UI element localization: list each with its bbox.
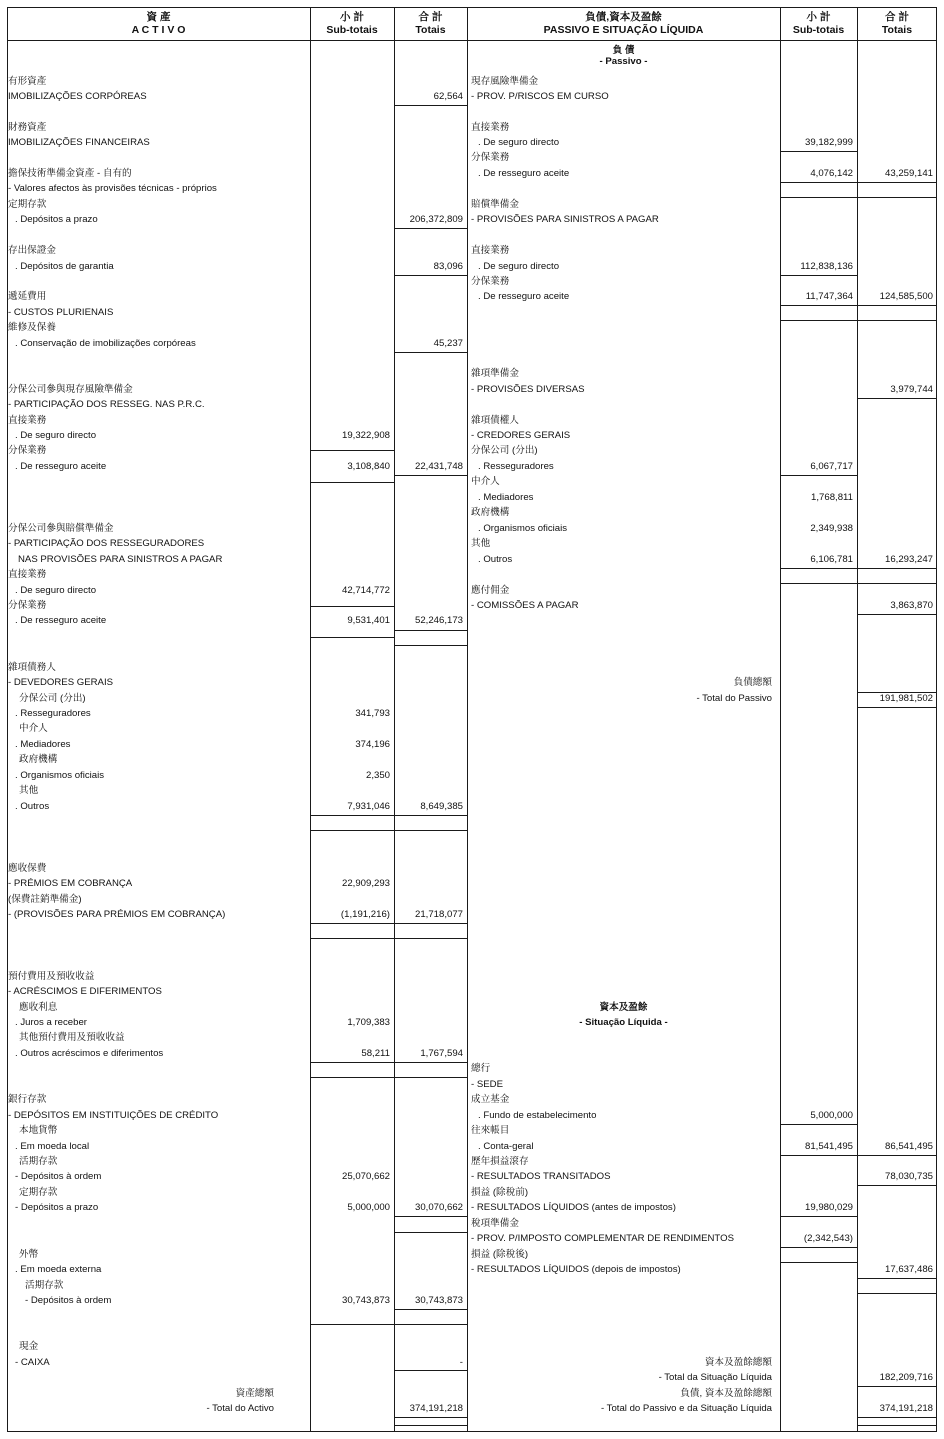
total-value: 8,649,385	[420, 801, 463, 812]
section-heading: 負 債	[612, 45, 635, 56]
subtotal-rule	[780, 568, 857, 569]
subtotal-value: 341,793	[355, 708, 390, 719]
row-label: 本地貨幣	[19, 1125, 58, 1136]
row-label: . De resseguro aceite	[15, 615, 107, 626]
totais-header-right: Totais	[881, 24, 913, 36]
activo-header: A C T I V O	[131, 24, 186, 36]
subtotal-rule	[780, 1216, 857, 1217]
subtotal-rule	[310, 830, 394, 831]
row-label: . Mediadores	[15, 739, 71, 750]
subtotal-rule	[780, 475, 857, 476]
total-rule	[857, 197, 937, 198]
subtotal-value: 2,349,938	[810, 523, 853, 534]
total-value: 191,981,502	[879, 693, 933, 704]
row-label: . De resseguro aceite	[478, 168, 570, 179]
section-heading: - Passivo -	[599, 56, 648, 67]
row-label: - CUSTOS PLURIENAIS	[8, 307, 114, 318]
total-rule	[394, 923, 467, 924]
row-label: 定期存款	[8, 199, 47, 210]
row-label: 分保公司參與賠償準備金	[8, 523, 114, 534]
row-label: 中介人	[19, 723, 48, 734]
total-rule	[394, 1425, 467, 1426]
total-value: 374,191,218	[409, 1403, 463, 1414]
subtotal-value: (2,342,543)	[803, 1233, 853, 1244]
frame-top	[7, 7, 937, 8]
row-label: - Depósitos a prazo	[15, 1202, 99, 1213]
total-value: 3,979,744	[890, 384, 933, 395]
total-label: - Total do Passivo e da Situação Líquida	[600, 1403, 772, 1414]
row-label: 直接業務	[471, 245, 510, 256]
row-label: 外幣	[19, 1249, 39, 1260]
subtotal-value: 2,350	[365, 770, 390, 781]
row-label: 遞延費用	[8, 291, 47, 302]
total-label: 負債, 資本及盈餘總額	[680, 1388, 772, 1399]
total-rule	[857, 182, 937, 183]
total-rule	[394, 1062, 467, 1063]
total-rule	[857, 1293, 937, 1294]
row-label: - CAIXA	[15, 1357, 50, 1368]
subtotal-value: 39,182,999	[804, 137, 853, 148]
total-rule	[394, 275, 467, 276]
row-label: 預付費用及預收收益	[8, 971, 95, 982]
subtotais-header-right: Sub-totais	[792, 24, 845, 36]
row-label: 分保業務	[8, 600, 47, 611]
total-rule	[857, 568, 937, 569]
total-value: 374,191,218	[879, 1403, 933, 1414]
subtotal-value: 58,211	[361, 1048, 390, 1059]
subtotal-value: 5,000,000	[810, 1110, 853, 1121]
row-label: 往來帳目	[471, 1125, 510, 1136]
total-rule	[857, 1185, 937, 1186]
row-label: 現存風險準備金	[471, 76, 539, 87]
row-label: 分保公司 (分出)	[471, 445, 538, 456]
row-label: . De resseguro aceite	[478, 291, 570, 302]
section-heading: - Situação Líquida -	[579, 1017, 668, 1028]
passivo-header-zh: 負債,資本及盈餘	[585, 11, 662, 23]
total-rule	[394, 815, 467, 816]
row-label: 雜項債務人	[8, 662, 56, 673]
subtotal-value: 5,000,000	[347, 1202, 390, 1213]
row-label: 現金	[19, 1341, 39, 1352]
row-label: - PARTICIPAÇÃO DOS RESSEG. NAS P.R.C.	[8, 399, 205, 410]
total-value: 62,564	[433, 91, 463, 102]
row-label: 總行	[471, 1063, 491, 1074]
total-label: - Total do Activo	[206, 1403, 274, 1414]
row-label: 存出保證金	[8, 245, 56, 256]
subtotal-value: 112,838,136	[800, 261, 853, 272]
row-label: 直接業務	[8, 569, 47, 580]
subtotal-rule	[310, 1324, 394, 1325]
row-label: . Outros	[15, 801, 50, 812]
total-rule	[394, 475, 467, 476]
total-value: 22,431,748	[414, 461, 463, 472]
subtotais-header-right-zh: 小 計	[806, 11, 831, 23]
subtotal-value: 374,196	[355, 739, 390, 750]
row-label: - Depósitos à ordem	[15, 1171, 102, 1182]
subtotal-rule	[780, 1247, 857, 1248]
row-label: - DEVEDORES GERAIS	[8, 677, 114, 688]
row-label: . Resseguradores	[478, 461, 554, 472]
subtotal-value: 4,076,142	[810, 168, 853, 179]
row-label: . De seguro directo	[15, 585, 97, 596]
row-label: 政府機構	[19, 754, 58, 765]
row-label: 維修及保養	[8, 322, 56, 333]
total-rule	[394, 1417, 467, 1418]
totais-header-zh: 合 計	[418, 11, 443, 23]
subtotal-value: 25,070,662	[341, 1171, 390, 1182]
row-label: - PROVISÕES PARA SINISTROS A PAGAR	[471, 214, 659, 225]
subtotal-value: 19,322,908	[341, 430, 390, 441]
total-rule	[857, 614, 937, 615]
passivo-header: PASSIVO E SITUAÇÃO LÍQUIDA	[543, 24, 704, 36]
total-value: -	[459, 1357, 463, 1368]
row-label: 賠償準備金	[471, 199, 519, 210]
total-value: 83,096	[433, 261, 463, 272]
row-label: . Em moeda local	[15, 1141, 90, 1152]
row-label: . De seguro directo	[478, 137, 560, 148]
balance-sheet	[7, 7, 937, 1432]
row-label: - PRÉMIOS EM COBRANÇA	[8, 878, 133, 889]
subtotal-rule	[310, 606, 394, 607]
subtotal-rule	[310, 1062, 394, 1063]
subtotal-rule	[310, 815, 394, 816]
row-label: (保費註銷準備金)	[8, 894, 82, 905]
total-rule	[857, 583, 937, 584]
activo-header-zh: 資 產	[146, 11, 171, 23]
row-label: 分保公司參與現存風險準備金	[8, 384, 133, 395]
subtotal-value: 19,980,029	[804, 1202, 853, 1213]
row-label: 擔保技術準備金資產 - 自有的	[8, 168, 132, 179]
total-label: - Total da Situação Líquida	[658, 1372, 772, 1383]
row-label: 分保業務	[471, 276, 510, 287]
row-label: - RESULTADOS LÍQUIDOS (depois de impostos)	[471, 1264, 681, 1275]
row-label: - Valores afectos às provisões técnicas - próprios	[8, 183, 217, 194]
row-label: . Outros acréscimos e diferimentos	[15, 1048, 164, 1059]
total-value: 30,743,873	[414, 1295, 463, 1306]
row-label: 分保業務	[471, 152, 510, 163]
total-rule	[394, 1309, 467, 1310]
total-value: 43,259,141	[884, 168, 933, 179]
total-label: - Total do Passivo	[696, 693, 772, 704]
row-label: 定期存款	[19, 1187, 58, 1198]
row-label: . Em moeda externa	[15, 1264, 102, 1275]
subtotal-rule	[310, 938, 394, 939]
row-label: 其他預付費用及預收收益	[19, 1032, 125, 1043]
row-label: . Depósitos de garantia	[15, 261, 114, 272]
row-label: IMOBILIZAÇÕES CORPÓREAS	[8, 91, 147, 102]
subtotal-value: 9,531,401	[347, 615, 390, 626]
row-label: - (PROVISÕES PARA PRÉMIOS EM COBRANÇA)	[8, 909, 226, 920]
row-label: 雜項債權人	[471, 415, 519, 426]
row-label: 活期存款	[25, 1280, 64, 1291]
row-label: 稅項準備金	[471, 1218, 519, 1229]
total-value: 86,541,495	[884, 1141, 933, 1152]
row-label: . Organismos oficiais	[15, 770, 105, 781]
total-value: 30,070,662	[414, 1202, 463, 1213]
total-rule	[394, 645, 467, 646]
row-label: 分保業務	[8, 445, 47, 456]
frame-bottom	[7, 1431, 937, 1432]
total-rule	[394, 830, 467, 831]
row-label: - DEPÓSITOS EM INSTITUIÇÕES DE CRÉDITO	[8, 1110, 219, 1121]
total-value: 17,637,486	[884, 1264, 933, 1275]
total-rule	[394, 1077, 467, 1078]
total-rule	[394, 1370, 467, 1371]
total-rule	[857, 320, 937, 321]
total-value: 1,767,594	[420, 1048, 463, 1059]
subtotal-rule	[780, 583, 857, 584]
subtotais-header-zh: 小 計	[340, 11, 364, 23]
row-label: NAS PROVISÕES PARA SINISTROS A PAGAR	[18, 554, 223, 565]
total-rule	[394, 630, 467, 631]
total-rule	[394, 105, 467, 106]
subtotal-rule	[780, 1262, 857, 1263]
row-label: . Resseguradores	[15, 708, 91, 719]
row-label: - PROV. P/IMPOSTO COMPLEMENTAR DE RENDIMENTOS	[471, 1233, 734, 1244]
column-rule	[467, 7, 468, 1432]
total-rule	[857, 1278, 937, 1279]
subtotal-rule	[310, 450, 394, 451]
subtotal-value: 6,106,781	[810, 554, 853, 565]
frame-left	[7, 7, 8, 1432]
row-label: . Outros	[478, 554, 513, 565]
row-label: 活期存款	[19, 1156, 58, 1167]
subtotal-value: 42,714,772	[341, 585, 390, 596]
row-label: . Conservação de imobilizações corpóreas	[15, 338, 196, 349]
total-rule	[394, 228, 467, 229]
total-label: 負債總額	[733, 677, 772, 688]
total-rule	[394, 1232, 467, 1233]
row-label: . Juros a receber	[15, 1017, 87, 1028]
total-label: 資本及盈餘總額	[704, 1357, 772, 1368]
total-rule	[857, 305, 937, 306]
row-label: - PROV. P/RISCOS EM CURSO	[471, 91, 609, 102]
subtotal-rule	[310, 1077, 394, 1078]
row-label: - PROVISÕES DIVERSAS	[471, 384, 585, 395]
total-value: 206,372,809	[409, 214, 463, 225]
row-label: 其他	[471, 538, 491, 549]
total-label: 資產總額	[235, 1388, 274, 1399]
totais-header-right-zh: 合 計	[885, 11, 909, 23]
row-label: 應收利息	[19, 1002, 58, 1013]
subtotais-header: Sub-totais	[326, 24, 378, 36]
row-label: . De resseguro aceite	[15, 461, 107, 472]
total-value: 21,718,077	[414, 909, 463, 920]
row-label: 雜項準備金	[471, 368, 519, 379]
row-label: . Mediadores	[478, 492, 534, 503]
row-label: - RESULTADOS TRANSITADOS	[471, 1171, 611, 1182]
total-rule	[857, 1417, 937, 1418]
subtotal-value: 11,747,364	[805, 291, 853, 302]
row-label: 損益 (除稅前)	[471, 1187, 529, 1198]
row-label: 應收保費	[8, 863, 47, 874]
row-label: 分保公司 (分出)	[19, 693, 86, 704]
subtotal-value: 7,931,046	[347, 801, 390, 812]
subtotal-rule	[780, 182, 857, 183]
row-label: 財務資產	[8, 122, 47, 133]
subtotal-rule	[310, 482, 394, 483]
total-rule	[857, 1425, 937, 1426]
row-label: 歷年損益滾存	[471, 1156, 529, 1167]
row-label: . Organismos oficiais	[478, 523, 568, 534]
subtotal-rule	[780, 151, 857, 152]
row-label: - COMISSÕES A PAGAR	[471, 600, 579, 611]
total-rule	[857, 1386, 937, 1387]
row-label: - SEDE	[471, 1079, 503, 1090]
row-label: 銀行存款	[8, 1094, 47, 1105]
row-label: - PARTICIPAÇÃO DOS RESSEGURADORES	[8, 538, 205, 549]
subtotal-rule	[780, 275, 857, 276]
row-label: . De seguro directo	[15, 430, 97, 441]
subtotal-rule	[780, 197, 857, 198]
row-label: 直接業務	[471, 122, 510, 133]
frame-right	[936, 7, 937, 1432]
row-label: 應付佣金	[471, 585, 510, 596]
subtotal-rule	[310, 923, 394, 924]
total-value: 78,030,735	[884, 1171, 933, 1182]
row-label: 中介人	[471, 476, 500, 487]
row-label: 成立基金	[471, 1094, 510, 1105]
column-rule	[857, 7, 858, 1432]
row-label: IMOBILIZAÇÕES FINANCEIRAS	[8, 137, 150, 148]
subtotal-rule	[780, 305, 857, 306]
subtotal-value: 3,108,840	[347, 461, 390, 472]
subtotal-value: 1,768,811	[811, 492, 853, 503]
total-rule	[394, 352, 467, 353]
subtotal-value: 22,909,293	[341, 878, 390, 889]
subtotal-rule	[780, 1124, 857, 1125]
header-rule	[7, 40, 937, 41]
total-value: 182,209,716	[879, 1372, 933, 1383]
subtotal-value: 6,067,717	[810, 461, 853, 472]
total-value: 45,237	[433, 338, 463, 349]
row-label: 有形資產	[8, 76, 47, 87]
total-rule	[394, 1324, 467, 1325]
subtotal-value: (1,191,216)	[340, 909, 390, 920]
row-label: 政府機構	[471, 507, 510, 518]
row-label: - CREDORES GERAIS	[471, 430, 571, 441]
section-heading: 資本及盈餘	[599, 1002, 648, 1013]
total-rule	[394, 1216, 467, 1217]
total-rule	[857, 1155, 937, 1156]
total-value: 16,293,247	[884, 554, 933, 565]
row-label: . Depósitos a prazo	[15, 214, 98, 225]
row-label: 其他	[19, 785, 39, 796]
total-rule	[857, 707, 937, 708]
row-label: - ACRÉSCIMOS E DIFERIMENTOS	[8, 986, 162, 997]
row-label: - Depósitos à ordem	[25, 1295, 112, 1306]
total-value: 52,246,173	[414, 615, 463, 626]
total-rule	[394, 938, 467, 939]
subtotal-rule	[780, 320, 857, 321]
column-rule	[780, 7, 781, 1432]
row-label: - RESULTADOS LÍQUIDOS (antes de impostos)	[471, 1202, 676, 1213]
row-label: 損益 (除稅後)	[471, 1249, 529, 1260]
row-label: 直接業務	[8, 415, 47, 426]
subtotal-value: 1,709,383	[347, 1017, 390, 1028]
row-label: . De seguro directo	[478, 261, 560, 272]
subtotal-value: 81,541,495	[804, 1141, 853, 1152]
totais-header: Totais	[415, 24, 446, 36]
total-value: 3,863,870	[890, 600, 933, 611]
subtotal-rule	[310, 637, 394, 638]
row-label: . Fundo de estabelecimento	[478, 1110, 597, 1121]
subtotal-value: 30,743,873	[341, 1295, 390, 1306]
row-label: . Conta-geral	[478, 1141, 534, 1152]
subtotal-rule	[780, 1155, 857, 1156]
total-value: 124,585,500	[879, 291, 933, 302]
total-rule	[857, 398, 937, 399]
